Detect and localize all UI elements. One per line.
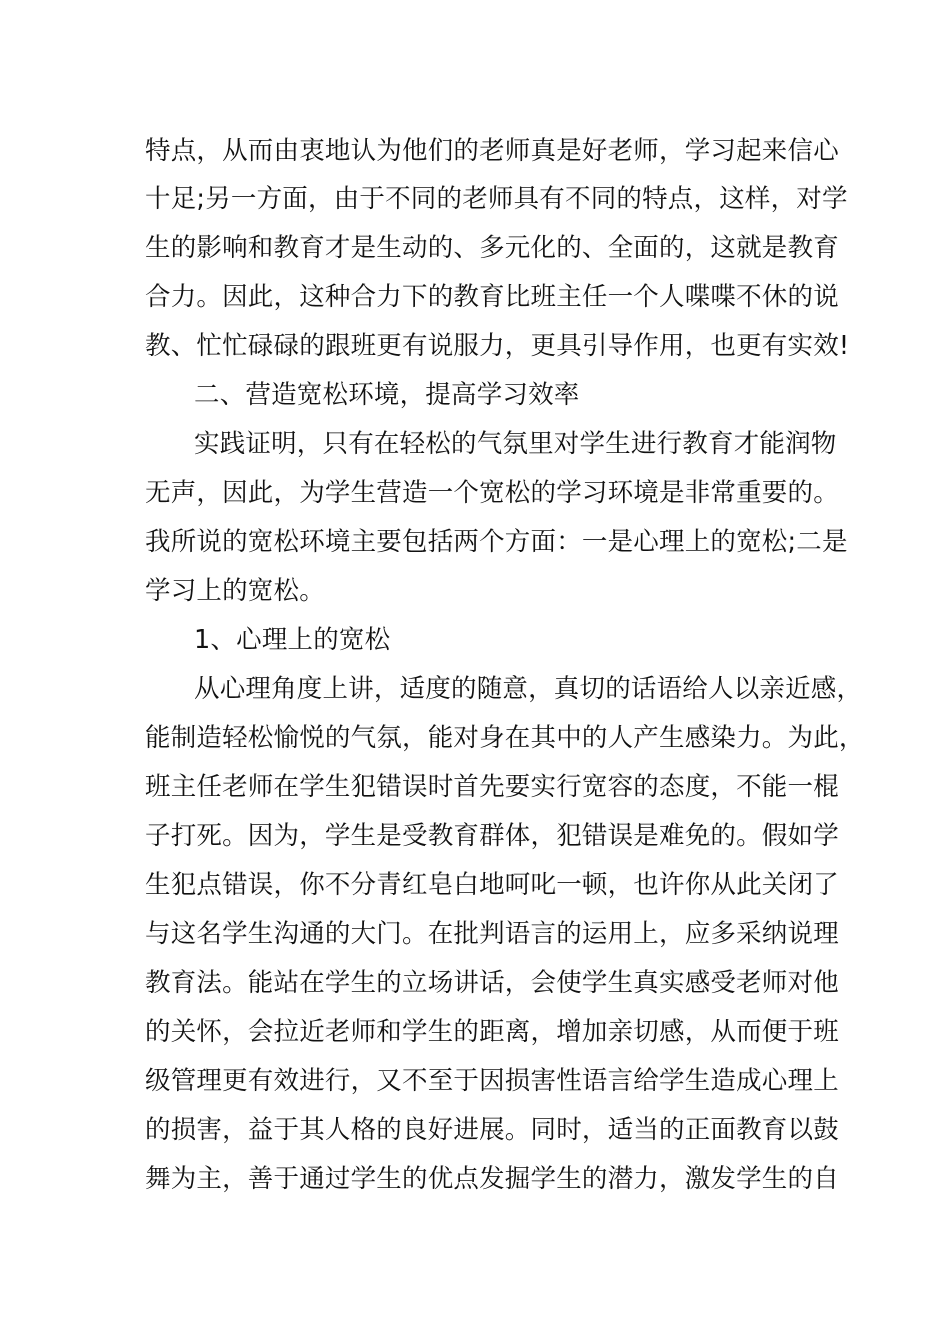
body-text-line: 学习上的宽松。	[145, 576, 325, 606]
paragraph-first-line: 实践证明，只有在轻松的气氛里对学生进行教育才能润物	[194, 429, 837, 459]
body-text-line: 我所说的宽松环境主要包括两个方面：一是心理上的宽松;二是	[145, 527, 848, 557]
body-text-line: 无声，因此，为学生营造一个宽松的学习环境是非常重要的。	[145, 478, 839, 508]
body-text-line: 与这名学生沟通的大门。在批判语言的运用上，应多采纳说理	[145, 919, 839, 949]
body-text-line: 生的影响和教育才是生动的、多元化的、全面的，这就是教育	[145, 233, 839, 263]
body-text-line: 十足;另一方面，由于不同的老师具有不同的特点，这样，对学	[145, 184, 848, 214]
body-text-line: 的损害，益于其人格的良好进展。同时，适当的正面教育以鼓	[145, 1115, 839, 1145]
body-text-line: 级管理更有效进行，又不至于因损害性语言给学生造成心理上	[145, 1066, 839, 1096]
body-text-line: 教育法。能站在学生的立场讲话，会使学生真实感受老师对他	[145, 968, 839, 998]
body-text-line: 能制造轻松愉悦的气氛，能对身在其中的人产生感染力。为此，	[145, 723, 865, 753]
body-text-line: 教、忙忙碌碌的跟班更有说服力，更具引导作用，也更有实效!	[145, 331, 850, 361]
body-text-line: 生犯点错误，你不分青红皂白地呵叱一顿，也许你从此关闭了	[145, 870, 839, 900]
paragraph-first-line: 从心理角度上讲，适度的随意，真切的话语给人以亲近感，	[194, 674, 863, 704]
body-text-line: 特点，从而由衷地认为他们的老师真是好老师，学习起来信心	[145, 136, 839, 166]
section-heading: 二、营造宽松环境，提高学习效率	[194, 380, 580, 410]
body-text-line: 的关怀，会拉近老师和学生的距离，增加亲切感，从而便于班	[145, 1017, 839, 1047]
body-text-line: 合力。因此，这种合力下的教育比班主任一个人喋喋不休的说	[145, 282, 839, 312]
body-text-line: 舞为主，善于通过学生的优点发掘学生的潜力，激发学生的自	[145, 1164, 839, 1194]
subsection-heading: 1、心理上的宽松	[194, 625, 391, 655]
body-text-line: 班主任老师在学生犯错误时首先要实行宽容的态度，不能一棍	[145, 772, 839, 802]
body-text-line: 子打死。因为，学生是受教育群体，犯错误是难免的。假如学	[145, 821, 839, 851]
